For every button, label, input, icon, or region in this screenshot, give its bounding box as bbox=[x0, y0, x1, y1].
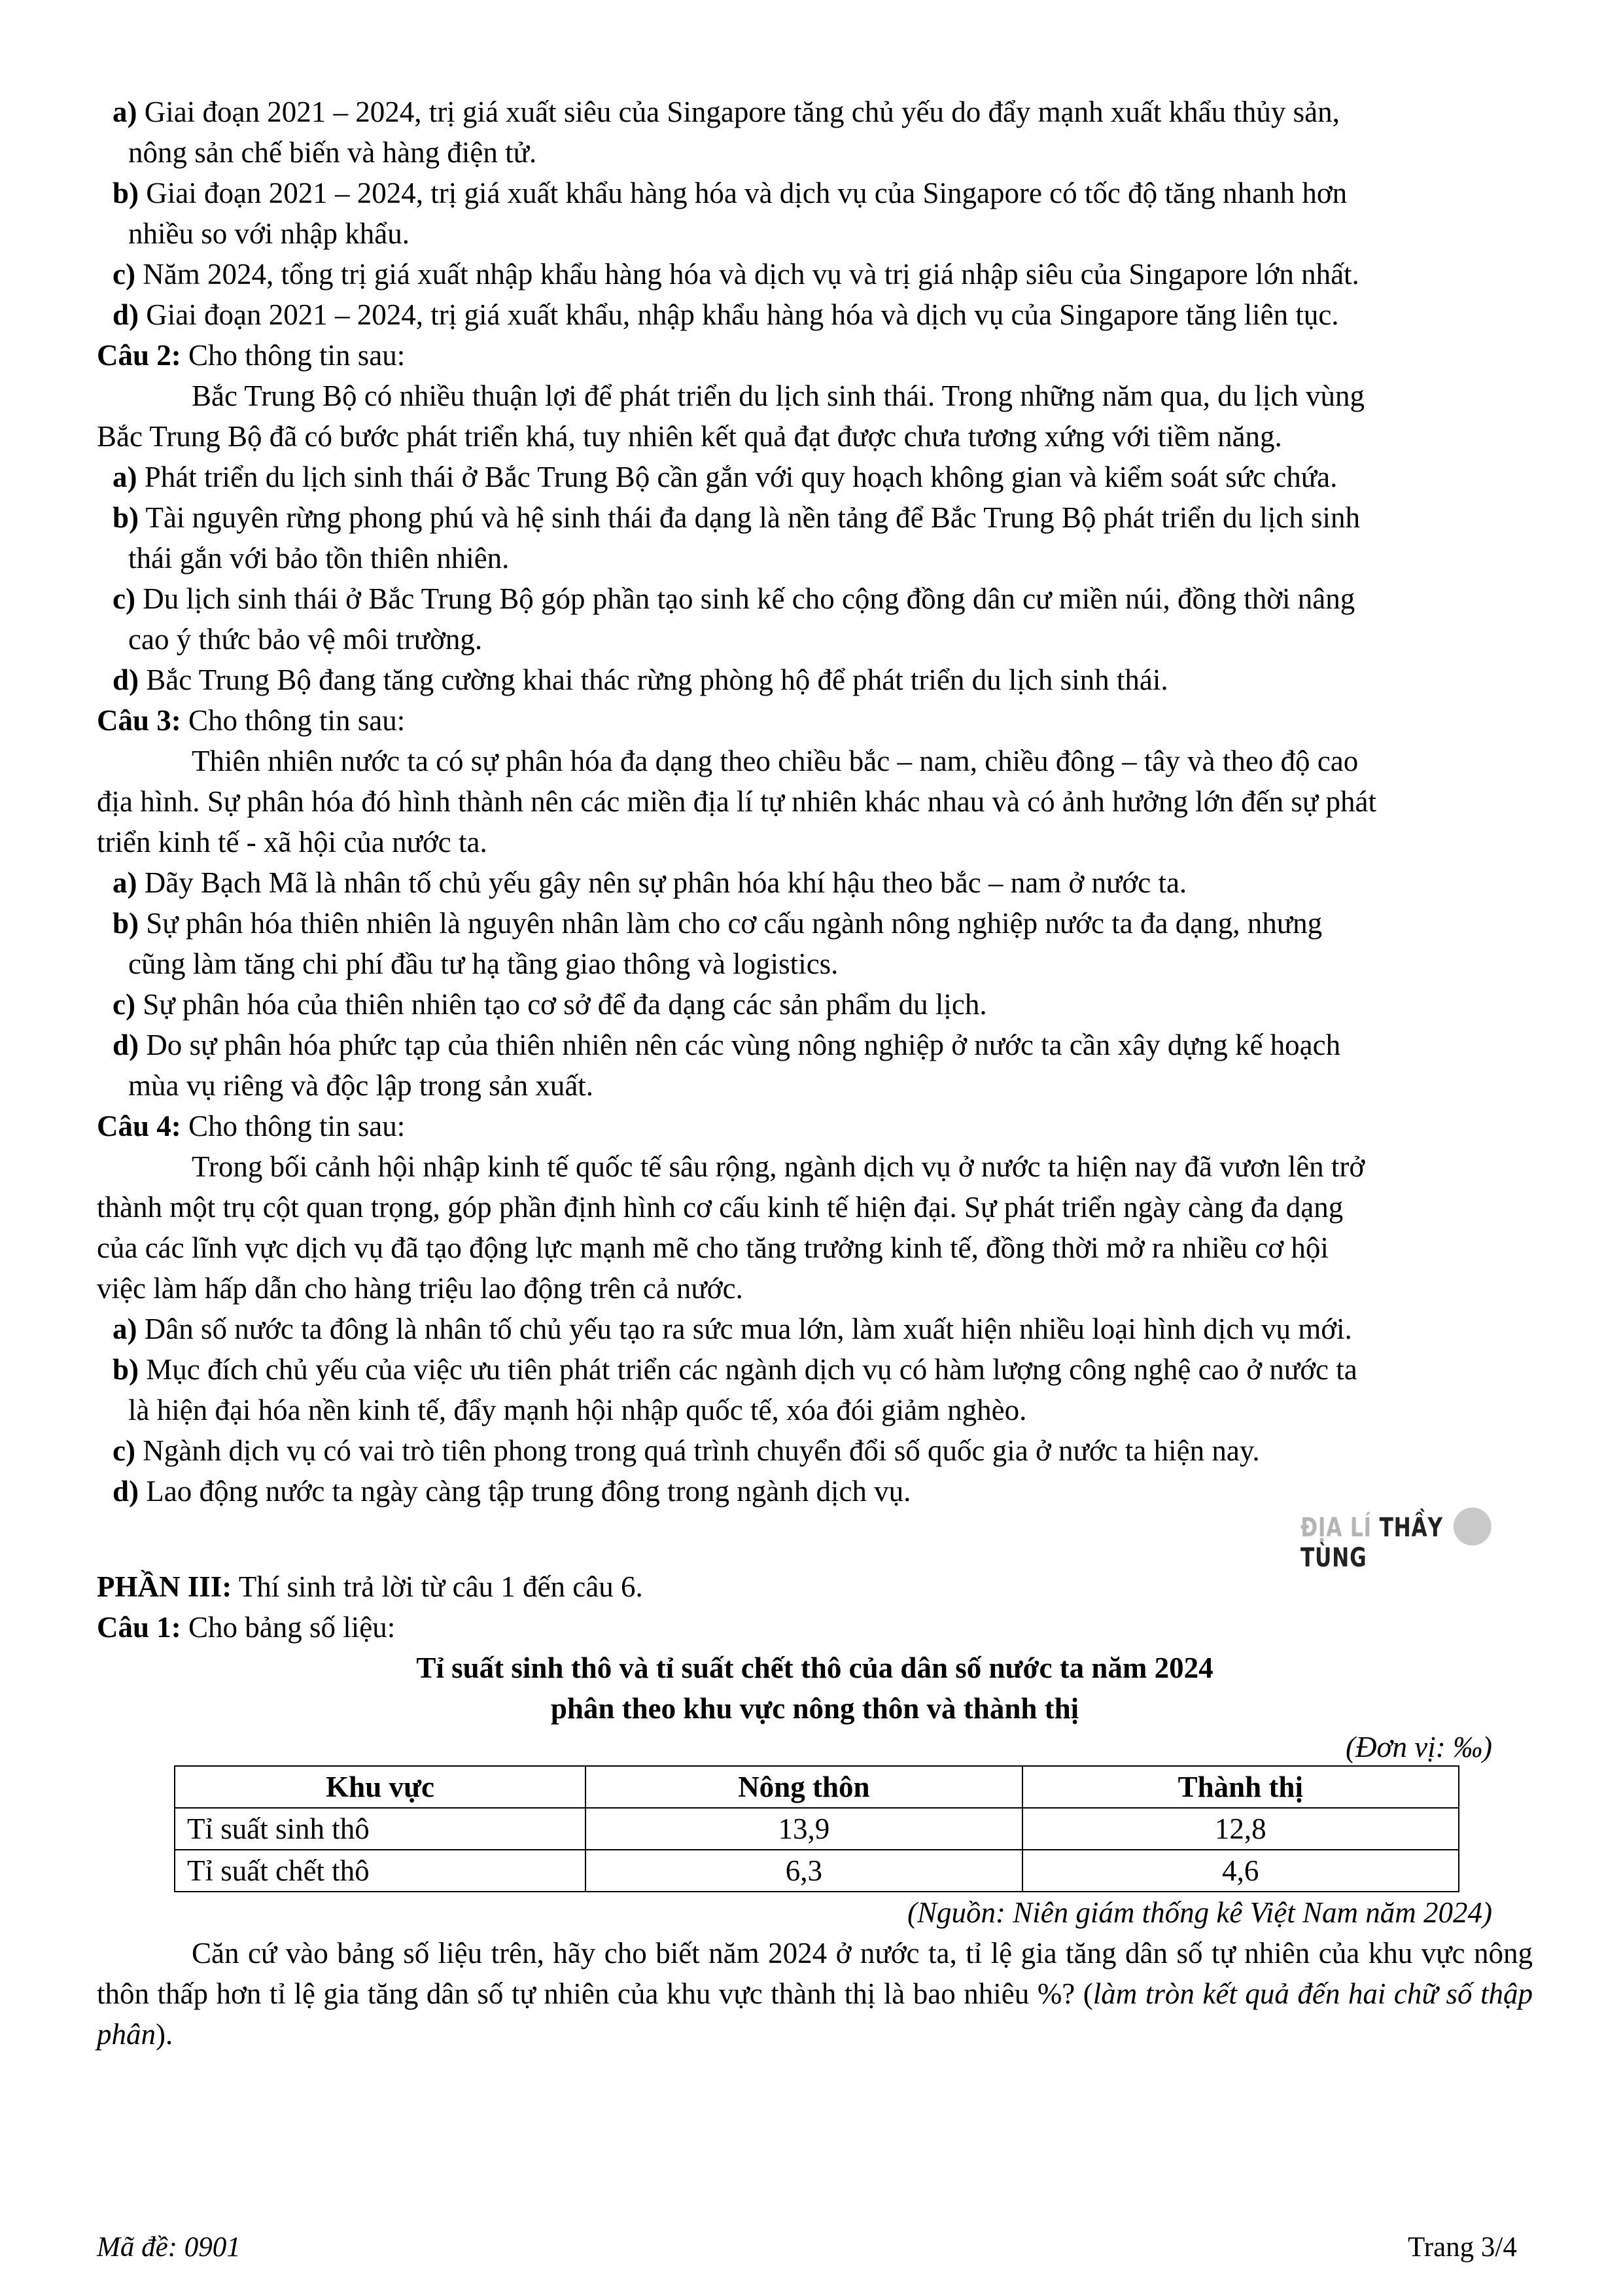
q2-option-b: b) Tài nguyên rừng phong phú và hệ sinh thái đa dạng là nền tảng để Bắc Trung Bộ phát triển du lịch sinh thái gắn với bảo tồn thiên nhiên. bbox=[113, 501, 1361, 574]
q4-passage-line2: thành một trụ cột quan trọng, góp phần định hình cơ cấu kinh tế hiện đại. Sự phát triển ngày càng đa dạng bbox=[97, 1191, 1344, 1224]
q4-passage-line1: Trong bối cảnh hội nhập kinh tế quốc tế sâu rộng, ngành dịch vụ ở nước ta hiện nay đã vươn lên trở bbox=[192, 1150, 1365, 1183]
q2-option-d: d) Bắc Trung Bộ đang tăng cường khai thác rừng phòng hộ để phát triển du lịch sinh thái. bbox=[113, 663, 1168, 696]
q1-option-c: c) Năm 2024, tổng trị giá xuất nhập khẩu hàng hóa và dịch vụ và trị giá nhập siêu của Singapore lớn nhất. bbox=[113, 258, 1359, 291]
table-cell: 4,6 bbox=[1022, 1850, 1459, 1892]
table-source: (Nguồn: Niên giám thống kê Việt Nam năm 2024) bbox=[907, 1896, 1492, 1929]
q3-passage-line2: địa hình. Sự phân hóa đó hình thành nên các miền địa lí tự nhiên khác nhau và có ảnh hưởng lớn đến sự phát bbox=[97, 785, 1376, 818]
q4-option-d: d) Lao động nước ta ngày càng tập trung đông trong ngành dịch vụ. bbox=[113, 1475, 911, 1508]
q1-option-b: b) Giai đoạn 2021 – 2024, trị giá xuất khẩu hàng hóa và dịch vụ của Singapore có tốc độ tăng nhanh hơn nhiều so với nhập khẩu. bbox=[113, 177, 1348, 250]
table-header-cell: Nông thôn bbox=[585, 1766, 1022, 1808]
table-row-label: Tỉ suất sinh thô bbox=[175, 1808, 585, 1850]
q4-passage-line4: việc làm hấp dẫn cho hàng triệu lao động trên cả nước. bbox=[97, 1272, 743, 1305]
part3-q1-heading: Câu 1: Cho bảng số liệu: bbox=[97, 1611, 396, 1644]
q4-option-c: c) Ngành dịch vụ có vai trò tiên phong trong quá trình chuyển đổi số quốc gia ở nước ta hiện nay. bbox=[113, 1434, 1260, 1467]
q3-passage-line1: Thiên nhiên nước ta có sự phân hóa đa dạng theo chiều bắc – nam, chiều đông – tây và theo độ cao bbox=[192, 745, 1359, 777]
table-cell: 6,3 bbox=[585, 1850, 1022, 1892]
exam-code: Mã đề: 0901 bbox=[97, 2232, 241, 2263]
q3-option-c: c) Sự phân hóa của thiên nhiên tạo cơ sở để đa dạng các sản phẩm du lịch. bbox=[113, 988, 987, 1021]
table-header-cell: Thành thị bbox=[1022, 1766, 1459, 1808]
watermark-logo: ĐỊA LÍ THẦY TÙNG bbox=[1300, 1513, 1454, 1559]
q2-passage-line2: Bắc Trung Bộ đã có bước phát triển khá, tuy nhiên kết quả đạt được chưa tương xứng với tiềm năng. bbox=[97, 420, 1282, 453]
q4-option-a: a) Dân số nước ta đông là nhân tố chủ yếu tạo ra sức mua lớn, làm xuất hiện nhiều loại hình dịch vụ mới. bbox=[113, 1313, 1352, 1345]
page-number: Trang 3/4 bbox=[1408, 2232, 1517, 2263]
q2-option-c: c) Du lịch sinh thái ở Bắc Trung Bộ góp phần tạo sinh kế cho cộng đồng dân cư miền núi, đồng thời nâng cao ý thức bảo vệ môi trường. bbox=[113, 582, 1355, 656]
data-table bbox=[174, 1765, 1459, 1892]
table-title-line2: phân theo khu vực nông thôn và thành thị bbox=[550, 1692, 1079, 1725]
table-cell: 12,8 bbox=[1022, 1808, 1459, 1850]
table-row-label: Tỉ suất chết thô bbox=[175, 1850, 585, 1892]
q3-option-d: d) Do sự phân hóa phức tạp của thiên nhiên nên các vùng nông nghiệp ở nước ta cần xây dựng kế hoạch mùa vụ riêng và độc lập trong sản xuất. bbox=[113, 1029, 1341, 1102]
table-cell: 13,9 bbox=[585, 1808, 1022, 1850]
part3-heading: PHẦN III: Thí sinh trả lời từ câu 1 đến câu 6. bbox=[97, 1570, 643, 1603]
q2-heading: Câu 2: Cho thông tin sau: bbox=[97, 339, 406, 372]
part3-q1-question: Căn cứ vào bảng số liệu trên, hãy cho biết năm 2024 ở nước ta, tỉ lệ gia tăng dân số tự nhiên của khu vực nông thôn thấp hơn tỉ lệ gia tăng dân số tự nhiên của khu vực thành thị là bao nhiêu %? (làm tròn kết quả đến hai chữ số thập phân). bbox=[97, 1937, 1533, 2051]
q2-option-a: a) Phát triển du lịch sinh thái ở Bắc Trung Bộ cần gắn với quy hoạch không gian và kiểm soát sức chứa. bbox=[113, 461, 1338, 493]
watermark-circle bbox=[1454, 1508, 1492, 1545]
table-row bbox=[175, 1808, 1459, 1850]
table-row bbox=[175, 1850, 1459, 1892]
table-header-cell: Khu vực bbox=[175, 1766, 585, 1808]
exam-page bbox=[97, 92, 1533, 2055]
q3-heading: Câu 3: Cho thông tin sau: bbox=[97, 704, 406, 737]
table-title-line1: Tỉ suất sinh thô và tỉ suất chết thô của dân số nước ta năm 2024 bbox=[416, 1651, 1213, 1684]
q1-option-a: a) Giai đoạn 2021 – 2024, trị giá xuất siêu của Singapore tăng chủ yếu do đẩy mạnh xuất khẩu thủy sản, nông sản chế biến và hàng điện tử. bbox=[113, 96, 1340, 169]
q1-option-d: d) Giai đoạn 2021 – 2024, trị giá xuất khẩu, nhập khẩu hàng hóa và dịch vụ của Singapore tăng liên tục. bbox=[113, 298, 1339, 331]
q4-passage-line3: của các lĩnh vực dịch vụ đã tạo động lực mạnh mẽ cho tăng trưởng kinh tế, đồng thời mở ra nhiều cơ hội bbox=[97, 1231, 1329, 1264]
q3-option-b: b) Sự phân hóa thiên nhiên là nguyên nhân làm cho cơ cấu ngành nông nghiệp nước ta đa dạng, nhưng cũng làm tăng chi phí đầu tư hạ tầng giao thông và logistics. bbox=[113, 907, 1323, 980]
q2-passage-line1: Bắc Trung Bộ có nhiều thuận lợi để phát triển du lịch sinh thái. Trong những năm qua, du lịch vùng bbox=[192, 380, 1365, 412]
q4-heading: Câu 4: Cho thông tin sau: bbox=[97, 1110, 406, 1142]
table-unit: (Đơn vị: ‰) bbox=[1346, 1731, 1492, 1763]
q4-option-b: b) Mục đích chủ yếu của việc ưu tiên phát triển các ngành dịch vụ có hàm lượng công nghệ cao ở nước ta là hiện đại hóa nền kinh tế, đẩy mạnh hội nhập quốc tế, xóa đói giảm nghèo. bbox=[113, 1353, 1357, 1426]
table-header-row bbox=[175, 1766, 1459, 1808]
q3-option-a: a) Dãy Bạch Mã là nhân tố chủ yếu gây nên sự phân hóa khí hậu theo bắc – nam ở nước ta. bbox=[113, 866, 1187, 899]
q3-passage-line3: triển kinh tế - xã hội của nước ta. bbox=[97, 826, 487, 858]
